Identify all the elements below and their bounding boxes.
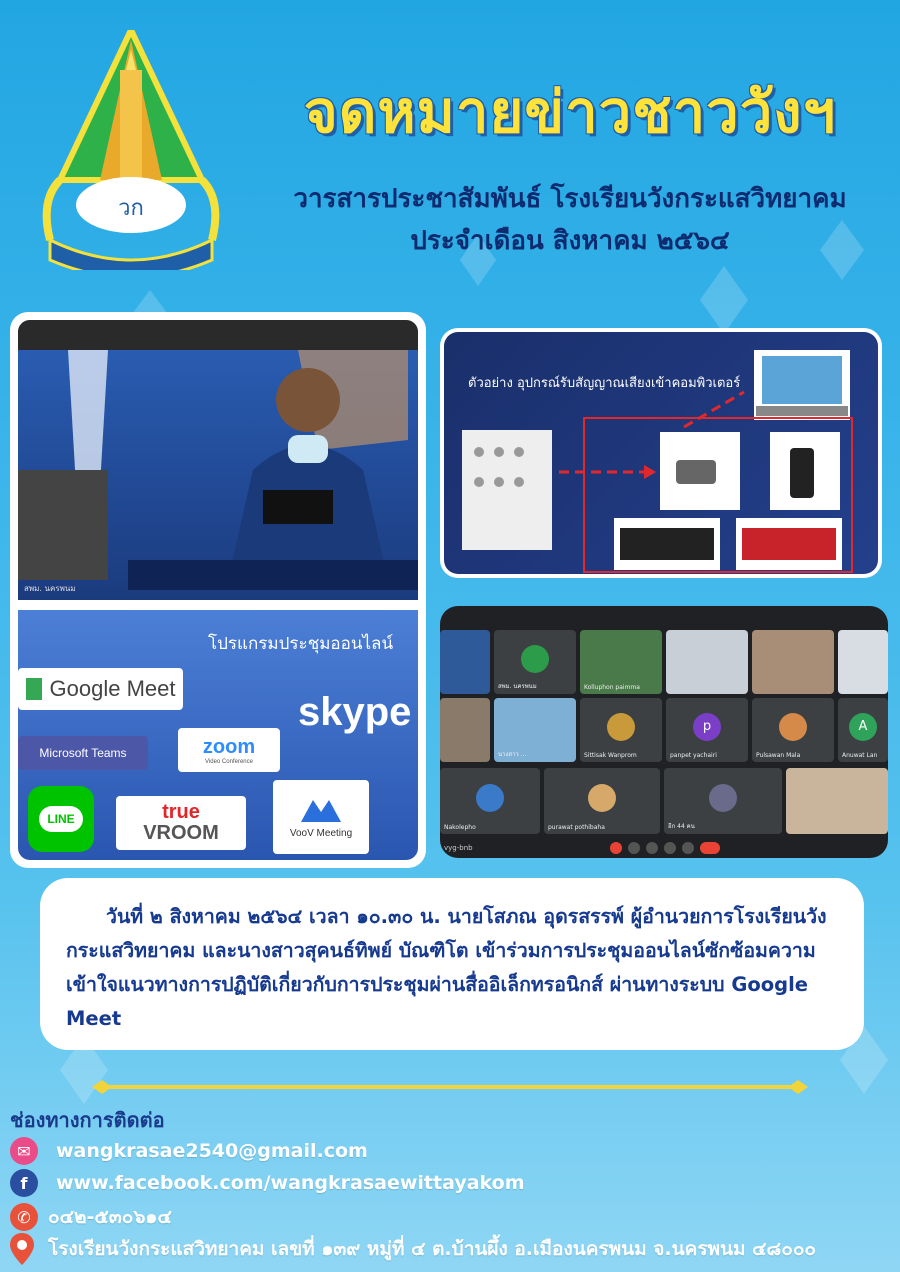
raise-hand-icon[interactable] (646, 842, 658, 854)
phone-text[interactable]: ๐๔๒-๕๓๐๖๑๔ (48, 1206, 172, 1228)
meet-tile: อีก 44 คน (664, 768, 782, 834)
email-text[interactable]: wangkrasae2540@gmail.com (56, 1140, 368, 1162)
meet-tile: Kolluphon paimma (580, 630, 662, 694)
newsletter-subtitle: วารสารประชาสัมพันธ์ โรงเรียนวังกระแสวิทยาคม (293, 184, 847, 214)
school-logo (40, 30, 222, 270)
meet-tile: นางสาว ... (494, 698, 576, 762)
line-logo: LINE (28, 786, 94, 852)
google-meet-logo: Google Meet (18, 668, 183, 710)
presenter-scene (18, 320, 418, 600)
skype-logo: skype (298, 690, 412, 734)
facebook-icon: f (10, 1169, 38, 1197)
article-text: วันที่ ๒ สิงหาคม ๒๕๖๔ เวลา ๑๐.๓๐ น. นายโสภณ อุดรสรรพ์ ผู้อำนวยการโรงเรียนวังกระแสวิทยาคม และนางสาวสุคนธ์ทิพย์ บัณฑิโต เข้าร่วมการประชุมออนไลน์ซักซ้อมความเข้าใจแนวทางการปฏิบัติเกี่ยวกับการประชุมผ่านสื่ออิเล็กทรอนิกส์ ผ่านทางระบบ Google Meet (66, 905, 827, 1030)
zoom-logo: zoom Video Conference (178, 728, 280, 772)
meet-tile: Sittisak Wanprom (580, 698, 662, 762)
meet-tile (752, 630, 834, 694)
meet-tile (440, 698, 490, 762)
meet-tile: A Anuwat Lan (838, 698, 888, 762)
presenter-illustration (18, 320, 418, 600)
mic-off-icon[interactable] (610, 842, 622, 854)
voov-meeting-logo: VooV Meeting (273, 780, 369, 854)
apps-slide-heading: โปรแกรมประชุมออนไลน์ (208, 634, 394, 654)
meeting-photo-left (10, 312, 426, 868)
contact-facebook (10, 1168, 525, 1198)
newsletter-title: จดหมายข่าวชาววังฯ (303, 78, 837, 146)
meet-controls (610, 842, 720, 854)
equipment-illustration (444, 332, 878, 574)
presenter-caption: สพม. นครพนม (24, 584, 76, 593)
meet-tile (786, 768, 888, 834)
hang-up-icon[interactable] (700, 842, 720, 854)
email-icon: ✉ (10, 1137, 38, 1165)
facebook-text[interactable]: www.facebook.com/wangkrasaewittayakom (56, 1172, 525, 1194)
meet-code: vyg-bnb (444, 844, 473, 852)
svg-text:วก: วก (118, 196, 144, 221)
address-text: โรงเรียนวังกระแสวิทยาคม เลขที่ ๑๓๙ หมู่ที่ ๔ ต.บ้านผึ้ง อ.เมืองนครพนม จ.นครพนม ๔๘๐๐๐ (48, 1238, 817, 1260)
phone-icon: ✆ (10, 1203, 38, 1231)
more-options-icon[interactable] (682, 842, 694, 854)
newsletter-issue-date: ประจำเดือน สิงหาคม ๒๕๖๔ (410, 226, 730, 256)
voov-m-icon (299, 796, 343, 824)
meet-tile (666, 630, 748, 694)
slide-caption: ตัวอย่าง อุปกรณ์รับสัญญาณเสียงเข้าคอมพิวเตอร์ (468, 376, 741, 391)
camera-icon[interactable] (628, 842, 640, 854)
meet-tile: p panpet yachairi (666, 698, 748, 762)
contact-heading: ช่องทางการติดต่อ (10, 1108, 165, 1132)
contact-phone (10, 1202, 172, 1232)
meet-camera-icon (26, 678, 42, 700)
true-vroom-logo: true VROOM (116, 796, 246, 850)
meet-tile (838, 630, 888, 694)
contact-address (10, 1234, 816, 1264)
gold-divider (92, 1080, 808, 1094)
meet-tile (440, 630, 490, 694)
location-pin-icon (10, 1233, 34, 1265)
google-meet-screenshot (440, 606, 888, 858)
meet-tile: สพม. นครพนม (494, 630, 576, 694)
present-icon[interactable] (664, 842, 676, 854)
audio-equipment-slide (440, 328, 882, 578)
contact-email (10, 1136, 368, 1166)
microsoft-teams-logo: Microsoft Teams (18, 736, 148, 770)
meet-tile: Pulsawan Mala (752, 698, 834, 762)
meet-tile: Nakolepho (440, 768, 540, 834)
meet-tile: purawat pothibaha (544, 768, 660, 834)
meeting-apps-slide (18, 610, 418, 860)
